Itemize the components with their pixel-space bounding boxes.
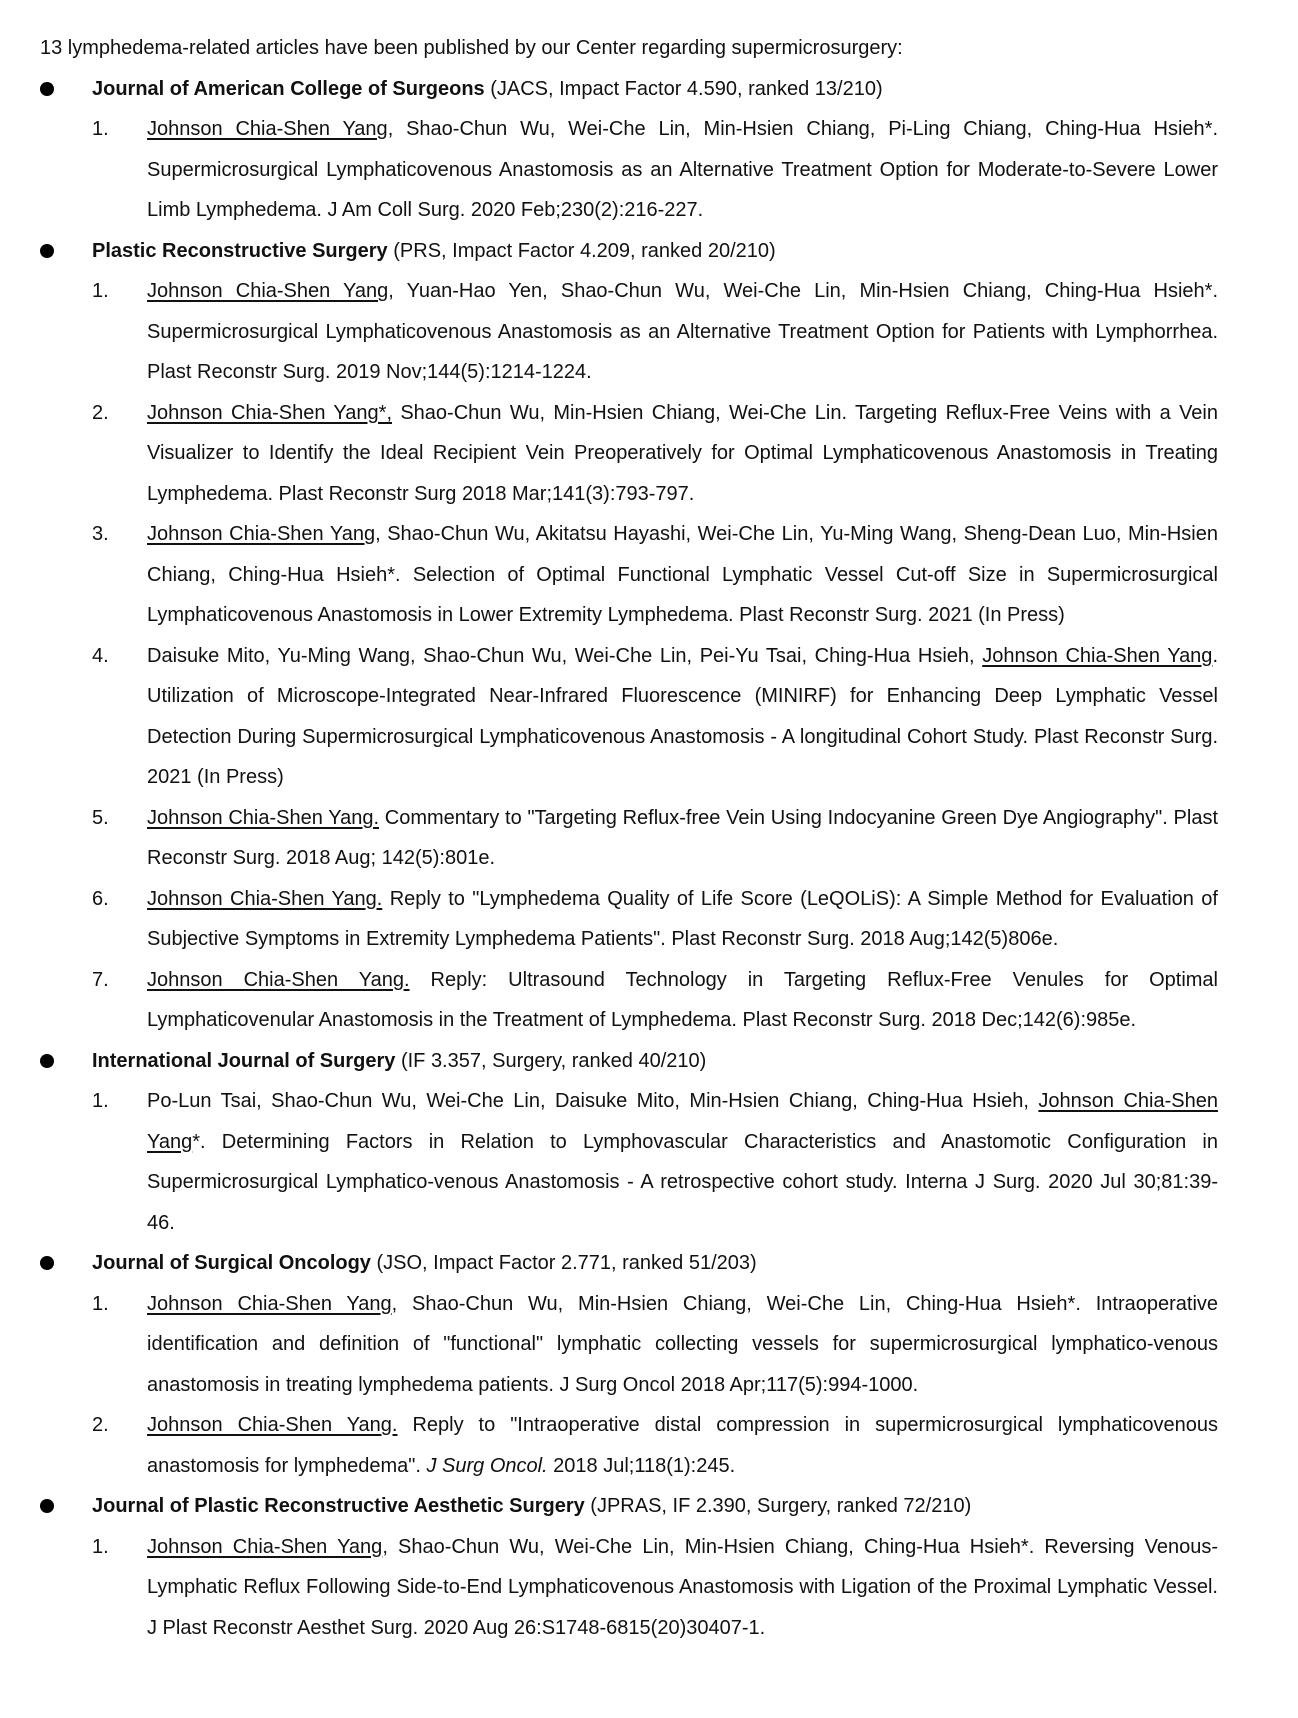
journal-heading — [40, 1041, 1218, 1082]
journal-name: Journal of Plastic Reconstructive Aesthetic Surgery — [92, 1495, 585, 1517]
bullet-icon — [40, 1054, 54, 1068]
journal-list — [40, 69, 1218, 1649]
highlighted-author: Johnson Chia-Shen Yang — [147, 523, 376, 545]
article-number: 2. — [92, 1414, 109, 1436]
journal-heading — [40, 1486, 1218, 1527]
article-item — [40, 393, 1218, 515]
bullet-icon — [40, 82, 54, 96]
article-citation: Reply to "Intraoperative distal compression in supermicrosurgical lymphaticovenous anastomosis for lymphedema". — [147, 1414, 1218, 1477]
journal-heading — [40, 1243, 1218, 1284]
article-citation: , Yuan-Hao Yen, Shao-Chun Wu, Wei-Che Lin, Min-Hsien Chiang, Ching-Hua Hsieh*. Supermicrosurgical Lymphaticovenous Anastomosis as an Alternative Treatment Option for Patients with Lymphorrhea. Plast Reconstr Surg. 2019 Nov;144(5):1214-1224. — [147, 280, 1219, 383]
highlighted-author: Johnson Chia-Shen Yang — [147, 1292, 392, 1315]
article-citation: Reply to "Lymphedema Quality of Life Score (LeQOLiS): A Simple Method for Evaluation of Subjective Symptoms in Extremity Lymphedema Patients". Plast Reconstr Surg. 2018 Aug;142(5)806e. — [147, 887, 1218, 950]
article-citation: *. Determining Factors in Relation to Lymphovascular Characteristics and Anastomotic Configuration in Supermicrosurgical Lymphatico-venous Anastomosis - A retrospective cohort study. Interna J Surg. 2020 Jul 30;81:39-46. — [147, 1130, 1218, 1234]
article-citation: Commentary to "Targeting Reflux-free Vein Using Indocyanine Green Dye Angiography". Plast Reconstr Surg. 2018 Aug; 142(5):801e. — [147, 806, 1219, 869]
journal-info: (JPRAS, IF 2.390, Surgery, ranked 72/210) — [584, 1495, 972, 1517]
highlighted-author: Johnson Chia-Shen Yang. — [147, 968, 410, 991]
article-number: 4. — [92, 644, 109, 667]
highlighted-author: Johnson Chia-Shen Yang — [147, 118, 388, 140]
journal-abbrev: J Surg Oncol. — [426, 1454, 548, 1477]
bullet-icon — [40, 244, 54, 258]
article-citation: , Shao-Chun Wu, Akitatsu Hayashi, Wei-Che Lin, Yu-Ming Wang, Sheng-Dean Luo, Min-Hsien Chiang, Ching-Hua Hsieh*. Selection of Optimal Functional Lymphatic Vessel Cut-off Size in Supermicrosurgical Lymphaticovenous Anastomosis in Lower Extremity Lymphedema. Plast Reconstr Surg. 2021 (In Press) — [147, 523, 1218, 626]
article-citation: , Shao-Chun Wu, Min-Hsien Chiang, Wei-Che Lin, Ching-Hua Hsieh*. Intraoperative identification and definition of "functional" lymphatic collecting vessels for supermicrosurgical lymphatico-venous anastomosis in treating lymphedema patients. J Surg Oncol 2018 Apr;117(5):994-1000. — [147, 1292, 1219, 1396]
journal-info: (IF 3.357, Surgery, ranked 40/210) — [395, 1049, 707, 1072]
article-item — [40, 1284, 1218, 1406]
article-item — [40, 960, 1218, 1041]
article-number: 3. — [92, 523, 109, 545]
highlighted-author: Johnson Chia-Shen Yang. — [147, 887, 383, 910]
journal-info: (PRS, Impact Factor 4.209, ranked 20/210) — [387, 239, 776, 262]
article-citation: , Shao-Chun Wu, Wei-Che Lin, Min-Hsien Chiang, Ching-Hua Hsieh*. Reversing Venous-Lymphatic Reflux Following Side-to-End Lymphaticovenous Anastomosis with Ligation of the Proximal Lymphatic Vessel. J Plast Reconstr Aesthet Surg. 2020 Aug 26:S1748-6815(20)30407-1. — [147, 1535, 1219, 1639]
highlighted-author: Johnson Chia-Shen Yang — [982, 644, 1213, 667]
article-item — [40, 798, 1218, 879]
bullet-icon — [40, 1499, 54, 1513]
highlighted-author: Johnson Chia-Shen Yang. — [147, 806, 380, 829]
bullet-icon — [40, 1256, 54, 1270]
highlighted-author: Johnson Chia-Shen Yang — [147, 1535, 383, 1558]
article-citation: . Utilization of Microscope-Integrated Near-Infrared Fluorescence (MINIRF) for Enhancing Deep Lymphatic Vessel Detection During Supermicrosurgical Lymphaticovenous Anastomosis - A longitudinal Cohort Study. Plast Reconstr Surg. 2021 (In Press) — [147, 644, 1218, 788]
highlighted-author: Johnson Chia-Shen Yang — [147, 1090, 1218, 1153]
article-item — [40, 514, 1218, 636]
article-item — [40, 1405, 1218, 1486]
article-citation: , Shao-Chun Wu, Wei-Che Lin, Min-Hsien Chiang, Pi-Ling Chiang, Ching-Hua Hsieh*. Supermicrosurgical Lymphaticovenous Anastomosis as an Alternative Treatment Option for Moderate-to-Severe Lower Limb Lymphedema. J Am Coll Surg. 2020 Feb;230(2):216-227. — [147, 118, 1219, 221]
journal-info: (JACS, Impact Factor 4.590, ranked 13/210) — [484, 77, 883, 100]
highlighted-author: Johnson Chia-Shen Yang*, — [147, 401, 392, 424]
citation-tail: 2018 Jul;118(1):245. — [547, 1454, 736, 1477]
article-item — [40, 109, 1218, 231]
article-citation: Reply: Ultrasound Technology in Targeting Reflux-Free Venules for Optimal Lymphaticovenular Anastomosis in the Treatment of Lymphedema. Plast Reconstr Surg. 2018 Dec;142(6):985e. — [147, 968, 1218, 1031]
article-number: 1. — [92, 1090, 109, 1112]
article-number: 1. — [92, 1535, 109, 1558]
article-item — [40, 879, 1218, 960]
article-item — [40, 636, 1218, 798]
article-item — [40, 1081, 1218, 1243]
intro-text: 13 lymphedema-related articles have been published by our Center regarding supermicrosurgery: — [40, 37, 903, 59]
journal-heading — [40, 231, 1218, 272]
journal-name: Plastic Reconstructive Surgery — [92, 239, 388, 262]
highlighted-author: Johnson Chia-Shen Yang. — [147, 1414, 398, 1436]
journal-name: Journal of Surgical Oncology — [92, 1252, 371, 1274]
article-authors-pre: Po-Lun Tsai, Shao-Chun Wu, Wei-Che Lin, Daisuke Mito, Min-Hsien Chiang, Ching-Hua Hsieh, — [147, 1090, 1039, 1112]
article-authors-pre: Daisuke Mito, Yu-Ming Wang, Shao-Chun Wu, Wei-Che Lin, Pei-Yu Tsai, Ching-Hua Hsieh, — [147, 644, 983, 667]
article-item — [40, 271, 1218, 393]
article-number: 1. — [92, 1292, 109, 1315]
article-number: 1. — [92, 118, 109, 140]
article-number: 6. — [92, 887, 109, 910]
article-citation: Shao-Chun Wu, Min-Hsien Chiang, Wei-Che Lin. Targeting Reflux-Free Veins with a Vein Visualizer to Identify the Ideal Recipient Vein Preoperatively for Optimal Lymphaticovenous Anastomosis in Treating Lymphedema. Plast Reconstr Surg 2018 Mar;141(3):793-797. — [147, 401, 1218, 505]
article-number: 5. — [92, 806, 109, 829]
journal-name: Journal of American College of Surgeons — [92, 77, 485, 100]
journal-info: (JSO, Impact Factor 2.771, ranked 51/203) — [370, 1252, 757, 1274]
article-number: 1. — [92, 280, 109, 302]
article-item — [40, 1527, 1218, 1649]
journal-name: International Journal of Surgery — [92, 1049, 396, 1072]
journal-heading — [40, 69, 1218, 110]
highlighted-author: Johnson Chia-Shen Yang — [147, 280, 389, 302]
article-number: 7. — [92, 968, 109, 991]
article-number: 2. — [92, 401, 109, 424]
